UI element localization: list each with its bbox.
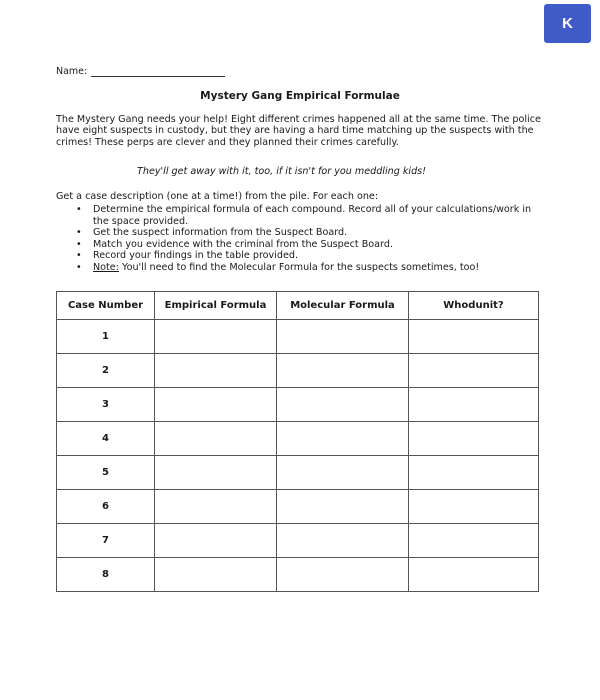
molecular-formula-cell[interactable] xyxy=(277,422,409,456)
intro-paragraph: The Mystery Gang needs your help! Eight different crimes happened all at the same time. The police have eight suspects in custody, but they are having a hard time matching up the suspects with the crimes! These perps are clever and they planned their crimes carefully. xyxy=(56,114,541,148)
whodunit-cell[interactable] xyxy=(409,320,539,354)
bullet-icon: • xyxy=(76,227,82,239)
table-row xyxy=(57,524,539,558)
table-row xyxy=(57,456,539,490)
empirical-formula-cell[interactable] xyxy=(155,524,277,558)
molecular-formula-cell[interactable] xyxy=(277,320,409,354)
molecular-formula-cell[interactable] xyxy=(277,354,409,388)
instruction-list xyxy=(76,204,546,274)
case-number-cell: 8 xyxy=(57,558,155,592)
empirical-formula-cell[interactable] xyxy=(155,558,277,592)
molecular-formula-cell[interactable] xyxy=(277,524,409,558)
header-case-number: Case Number xyxy=(57,292,155,320)
bullet-icon: • xyxy=(76,238,82,250)
case-number-cell: 1 xyxy=(57,320,155,354)
note-text: You'll need to find the Molecular Formula for the suspects sometimes, too! xyxy=(118,261,480,273)
whodunit-cell[interactable] xyxy=(409,456,539,490)
k-badge[interactable]: K xyxy=(544,4,591,43)
tagline: They'll get away with it, too, if it isn't for you meddling kids! xyxy=(137,166,427,177)
instructions: Get a case description (one at a time!) from the pile. For each one: xyxy=(56,191,379,202)
bullet-icon: • xyxy=(76,250,82,262)
case-number-cell: 3 xyxy=(57,388,155,422)
table-row xyxy=(57,558,539,592)
list-item: • Record your findings in the table provided. xyxy=(76,250,299,262)
list-item: • Match you evidence with the criminal from the Suspect Board. xyxy=(76,238,393,250)
case-number-cell: 2 xyxy=(57,354,155,388)
worksheet-title: Mystery Gang Empirical Formulae xyxy=(200,90,400,102)
list-item xyxy=(76,262,546,274)
empirical-formula-cell[interactable] xyxy=(155,354,277,388)
name-field xyxy=(56,66,225,77)
table-row xyxy=(57,354,539,388)
table-row xyxy=(57,422,539,456)
molecular-formula-cell[interactable] xyxy=(277,456,409,490)
case-number-cell: 5 xyxy=(57,456,155,490)
table-row xyxy=(57,490,539,524)
header-whodunit: Whodunit? xyxy=(409,292,539,320)
findings-table xyxy=(56,291,539,592)
table-row xyxy=(57,320,539,354)
empirical-formula-cell[interactable] xyxy=(155,490,277,524)
empirical-formula-cell[interactable] xyxy=(155,422,277,456)
whodunit-cell[interactable] xyxy=(409,422,539,456)
table-row xyxy=(57,388,539,422)
bullet-icon: • xyxy=(76,204,82,215)
name-label: Name: xyxy=(56,66,88,77)
case-number-cell: 4 xyxy=(57,422,155,456)
table-header-row xyxy=(57,292,539,320)
header-molecular-formula: Molecular Formula xyxy=(277,292,409,320)
list-item: • Get the suspect information from the Suspect Board. xyxy=(76,227,348,239)
empirical-formula-cell[interactable] xyxy=(155,456,277,490)
bullet-icon: • xyxy=(76,261,82,273)
name-blank-line[interactable] xyxy=(91,67,225,77)
case-number-cell: 7 xyxy=(57,524,155,558)
header-empirical-formula: Empirical Formula xyxy=(155,292,277,320)
whodunit-cell[interactable] xyxy=(409,524,539,558)
list-item: • Determine the empirical formula of each compound. Record all of your calculations/work in the space provided. xyxy=(76,204,532,227)
whodunit-cell[interactable] xyxy=(409,354,539,388)
note-label: Note: xyxy=(93,261,119,273)
molecular-formula-cell[interactable] xyxy=(277,558,409,592)
whodunit-cell[interactable] xyxy=(409,558,539,592)
empirical-formula-cell[interactable] xyxy=(155,388,277,422)
empirical-formula-cell[interactable] xyxy=(155,320,277,354)
whodunit-cell[interactable] xyxy=(409,388,539,422)
molecular-formula-cell[interactable] xyxy=(277,388,409,422)
case-number-cell: 6 xyxy=(57,490,155,524)
molecular-formula-cell[interactable] xyxy=(277,490,409,524)
whodunit-cell[interactable] xyxy=(409,490,539,524)
